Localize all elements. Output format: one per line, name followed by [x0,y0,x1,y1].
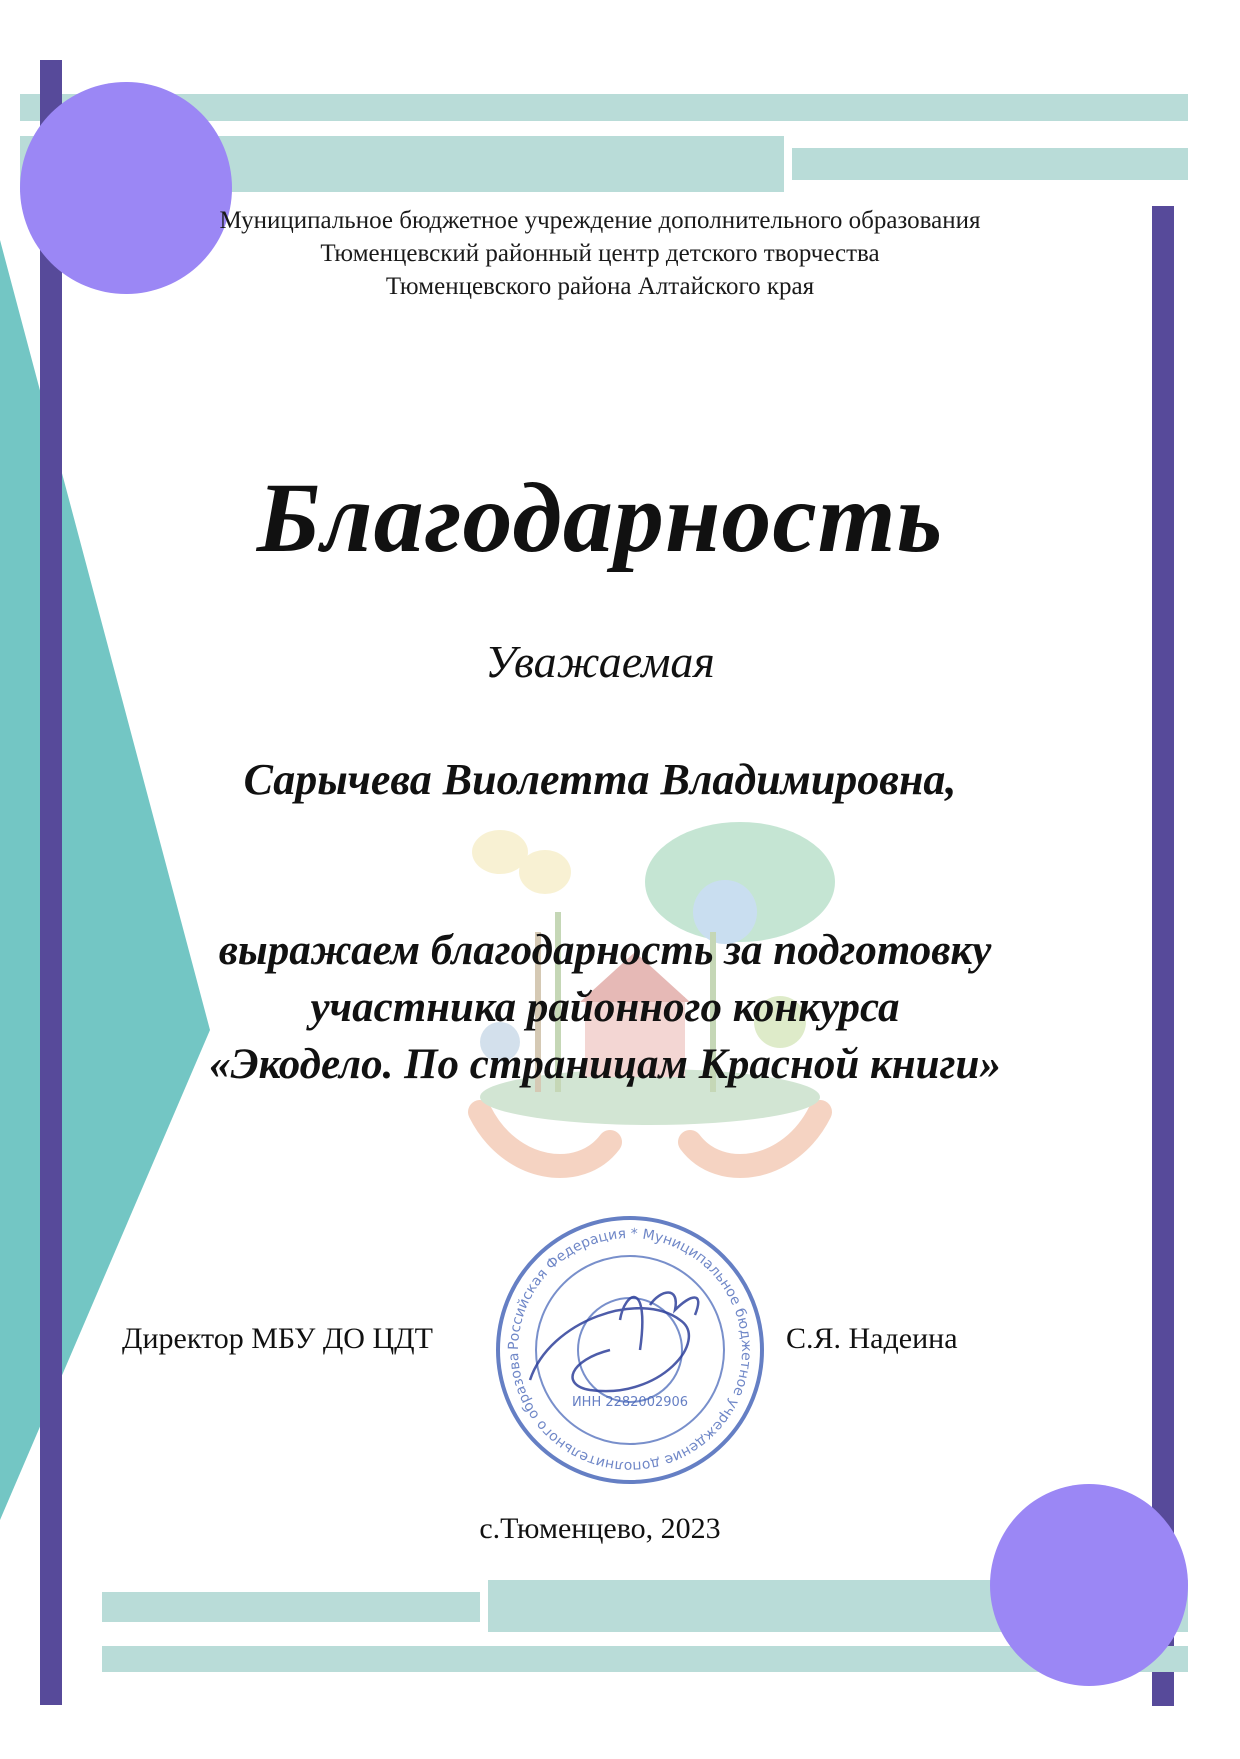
director-name: С.Я. Надеина [786,1322,958,1355]
signature-scribble [530,1293,698,1392]
stamp-text: Российская Федерация * Муниципальное бюджетное учреждение дополнительного образова [505,1225,755,1475]
stamp-inn: ИНН 2282002906 [571,1395,689,1410]
left-purple-bar [40,60,62,1705]
header-line: Муниципальное бюджетное учреждение дополнительного образования [219,207,981,234]
header-line: Тюменцевский районный центр детского творчества [320,240,880,267]
organization-header [100,204,1100,303]
top-teal-bar-3 [792,148,1188,180]
message-line: участника районного конкурса [310,984,900,1031]
salutation: Уважаемая [485,636,715,687]
recipient-name: Сарычева Виолетта Владимировна, [243,755,957,804]
bottom-teal-bar-1 [102,1592,480,1622]
gratitude-message [110,922,1100,1093]
right-purple-bar [1152,206,1174,1706]
director-position: Директор МБУ ДО ЦДТ [122,1322,433,1355]
message-line: выражаем благодарность за подготовку [218,927,992,974]
place-and-year: с.Тюменцево, 2023 [479,1512,721,1545]
message-line: «Экодело. По страницам Красной книги» [209,1041,1001,1088]
official-stamp [490,1210,770,1490]
header-line: Тюменцевского района Алтайского края [385,273,815,300]
document-title: Благодарность [256,462,944,573]
